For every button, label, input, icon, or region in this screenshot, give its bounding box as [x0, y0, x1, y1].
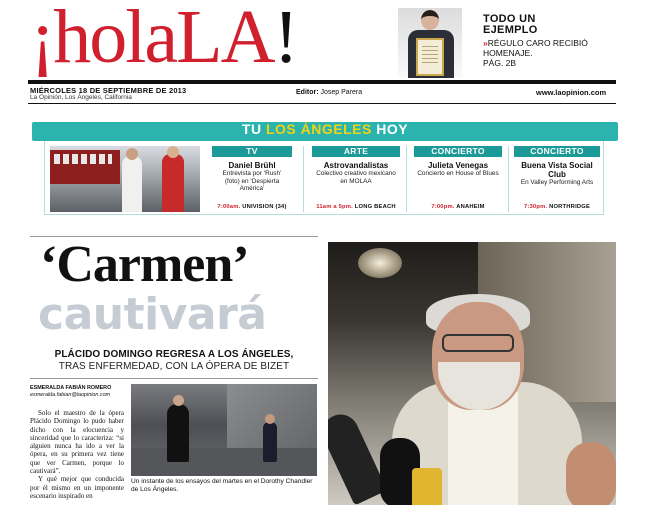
editor-label: Editor: [296, 89, 319, 96]
hoy-photo[interactable] [50, 146, 200, 212]
promo-title[interactable]: TODO UN EJEMPLO [483, 13, 538, 36]
event-tag: TV [212, 146, 292, 157]
event-card-concierto-2[interactable] [514, 146, 600, 212]
logo-hola: ¡hola [30, 0, 177, 79]
story-deck-rule [30, 378, 318, 379]
hoy-title-b: LOS ÁNGELES [265, 121, 372, 137]
promo-photo[interactable] [398, 8, 462, 78]
masthead-logo[interactable] [30, 0, 297, 80]
promo-headline: RÉGULO CARO RECIBIÓ HOMENAJE. [483, 38, 588, 58]
byline-email[interactable]: esmeralda.fabian@laopinion.com [30, 392, 111, 398]
event-venue: NORTHRIDGE [549, 204, 591, 210]
event-time: 7:30pm. [523, 204, 548, 210]
event-tag: CONCIERTO [514, 146, 600, 157]
byline-author: ESMERALDA FABIÁN ROMERO [30, 385, 112, 391]
event-time: 7:00pm. [431, 204, 455, 210]
event-divider [406, 146, 407, 212]
hoy-title-a: TU [241, 121, 266, 137]
event-when [212, 204, 292, 210]
event-desc: Entrevista por ‘Rush’ (foto) en ‘Despierta América’ [222, 170, 282, 193]
promo-arrow: » [483, 38, 488, 48]
event-tag: CONCIERTO [414, 146, 502, 157]
event-desc: Colectivo creativo mexicano en MOLAA [316, 170, 396, 185]
headline-primary[interactable]: ‘Carmen’ [40, 236, 249, 293]
event-when [414, 204, 502, 210]
domingo-photo[interactable] [328, 242, 616, 505]
story-deck-1: PLÁCIDO DOMINGO REGRESA A LOS ÁNGELES, [54, 349, 294, 360]
promo-text [483, 38, 593, 68]
event-time: 7:00am. [217, 204, 241, 210]
hoy-title [32, 121, 618, 137]
logo-exclamation: ! [273, 0, 297, 79]
editor-name: Josep Parera [320, 89, 363, 96]
logo-la: LA [176, 0, 274, 79]
event-card-tv[interactable] [212, 146, 292, 212]
story-paragraph: Y qué mejor que conducida por él mismo en un imponente escenario inspirado en [30, 475, 124, 500]
photo-caption: Un instante de los ensayos del martes en el Dorothy Chandler de Los Ángeles. [131, 478, 313, 493]
byline [30, 385, 124, 399]
editor-credit [296, 89, 362, 96]
event-desc: En Valley Performing Arts [520, 179, 594, 186]
event-name: Astrovandalistas [323, 161, 389, 170]
story-paragraph: Solo el maestro de la ópera Plácido Domingo lo pudo haber dicho con la elocuencia y sinceridad que lo caracteriza: “si alguien nunca ha ido a ver la ópera, en su primera vez tiene que ver Carmen, porque lo cautivará”. [30, 409, 124, 476]
masthead-rule [28, 80, 616, 84]
story-body [30, 409, 124, 500]
story-deck-2: TRAS ENFERMEDAD, CON LA ÓPERA DE BIZET [58, 361, 290, 372]
event-venue: UNIVISION (34) [242, 204, 287, 210]
event-venue: ANAHEIM [456, 204, 485, 210]
promo-page: PÁG. 2B [483, 58, 517, 68]
event-divider [508, 146, 509, 212]
hoy-title-c: HOY [371, 121, 409, 137]
event-when [514, 204, 600, 210]
event-desc: Concierto en House of Blues [417, 170, 499, 177]
event-venue: LONG BEACH [354, 204, 396, 210]
event-time: 11am a 5pm. [316, 204, 353, 210]
issue-place: La Opinión, Los Ángeles, California [30, 94, 132, 101]
event-divider [303, 146, 304, 212]
event-when [312, 204, 400, 210]
event-name: Buena Vista Social Club [521, 161, 593, 179]
headline-secondary[interactable]: cautivará [38, 289, 267, 340]
event-tag: ARTE [312, 146, 400, 157]
event-name: Daniel Brühl [228, 161, 276, 170]
event-name: Julieta Venegas [427, 161, 489, 170]
issue-date: MIÉRCOLES 18 DE SEPTIEMBRE DE 2013 [30, 86, 187, 95]
website-link[interactable]: www.laopinion.com [536, 88, 607, 97]
event-card-arte[interactable] [312, 146, 400, 212]
masthead-rule-thin [28, 103, 616, 104]
event-card-concierto-1[interactable] [414, 146, 502, 212]
rehearsal-photo[interactable] [131, 384, 317, 476]
